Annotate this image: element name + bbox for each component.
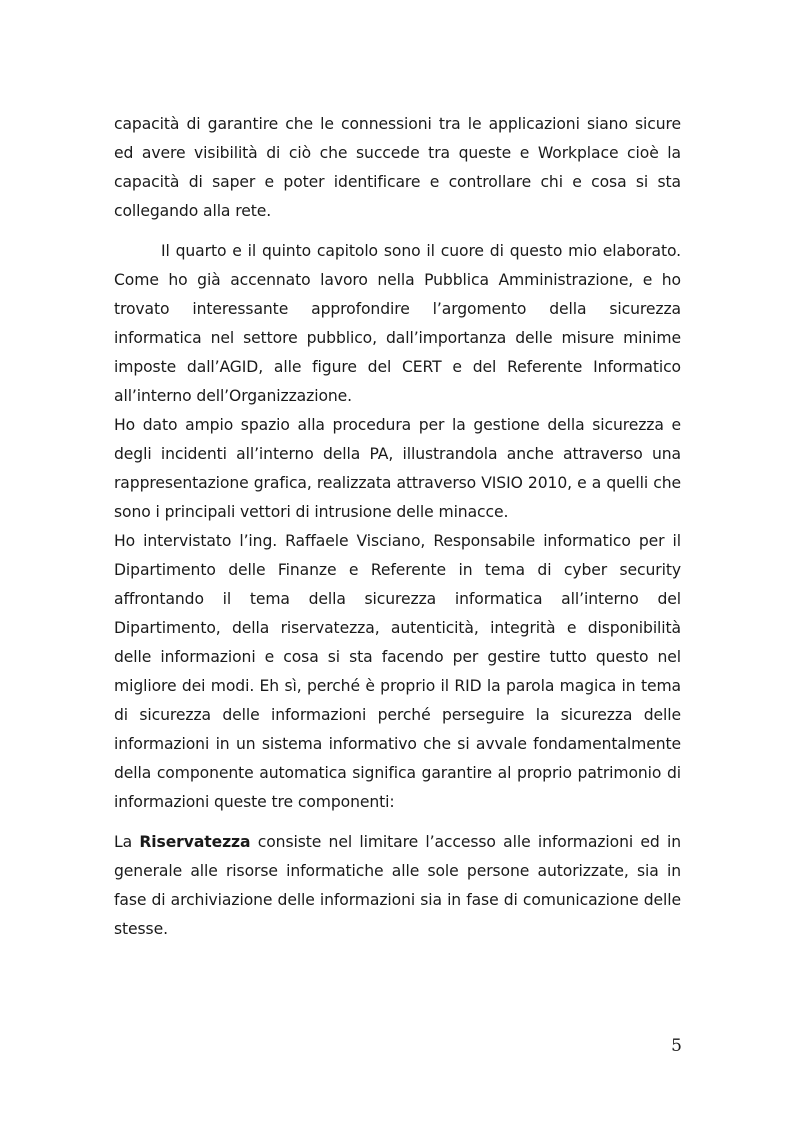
paragraph-connections: capacità di garantire che le connessioni tra le applicazioni siano sicure ed avere visibilità di ciò che succede tra queste e Workplace cioè la capacità di saper e poter identificare e controllare chi e cosa si sta collegando alla rete. <box>114 115 681 220</box>
page-number: 5 <box>671 1036 682 1056</box>
body-text <box>114 110 681 944</box>
riservatezza-prefix: La <box>114 833 140 851</box>
paragraph-chapters-intro: Il quarto e il quinto capitolo sono il cuore di questo mio elaborato. Come ho già accennato lavoro nella Pubblica Amministrazione, e ho trovato interessante approfondire l’argomento della sicurezza informatica nel settore pubblico, dall’importanza delle misure minime imposte dall’AGID, alle figure del CERT e del Referente Informatico all’interno dell’Organizzazione. <box>114 242 681 405</box>
riservatezza-term: Riservatezza <box>139 833 251 851</box>
riservatezza-definition: consiste nel limitare l’accesso alle informazioni ed in generale alle risorse informatiche alle sole persone autorizzate, sia in fase di archiviazione delle informazioni sia in fase di comunicazione delle stesse. <box>114 833 681 938</box>
paragraph-interview: Ho intervistato l’ing. Raffaele Visciano, Responsabile informatico per il Dipartimento delle Finanze e Referente in tema di cyber security affrontando il tema della sicurezza informatica all’interno del Dipartimento, della riservatezza, autenticità, integrità e disponibilità delle informazioni e cosa si sta facendo per gestire tutto questo nel migliore dei modi. Eh sì, perché è proprio il RID la parola magica in tema di sicurezza delle informazioni perché perseguire la sicurezza delle informazioni in un sistema informativo che si avvale fondamentalmente della componente automatica significa garantire al proprio patrimonio di informazioni queste tre componenti: <box>114 532 681 811</box>
paragraph-riservatezza <box>114 828 681 944</box>
paragraph-procedure: Ho dato ampio spazio alla procedura per la gestione della sicurezza e degli incidenti all’interno della PA, illustrandola anche attraverso una rappresentazione grafica, realizzata attraverso VISIO 2010, e a quelli che sono i principali vettori di intrusione delle minacce. <box>114 416 681 521</box>
